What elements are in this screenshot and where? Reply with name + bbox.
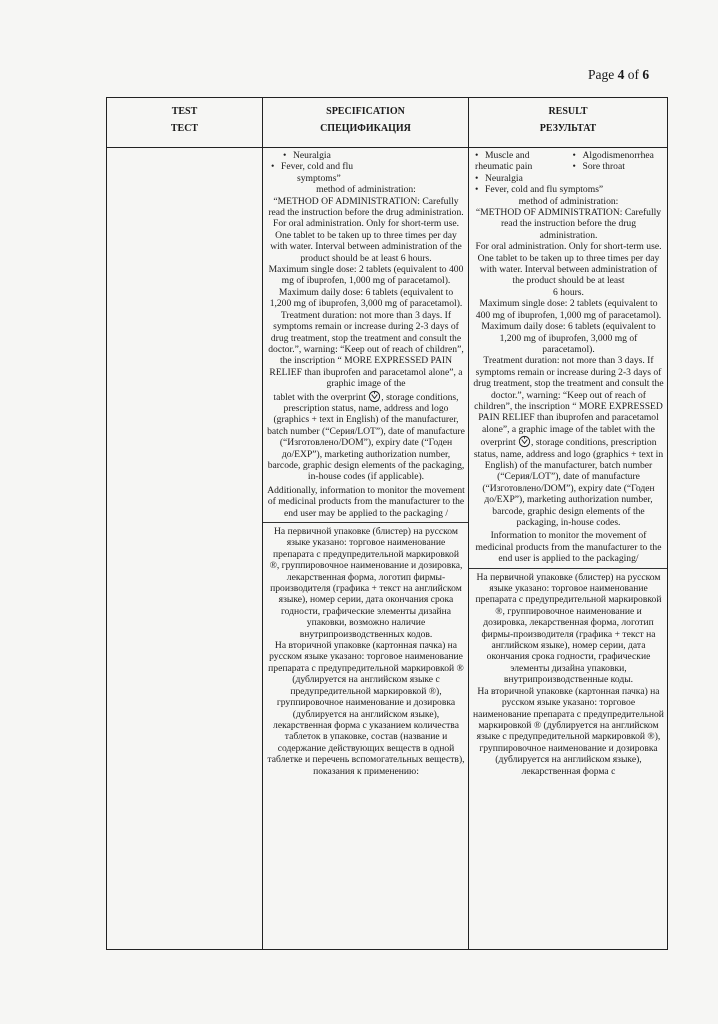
result-cell: • Muscle and rheumatic pain • Algodismenorrhea • Sore throat • Neuralgia • Fever, cold and flu symptoms” method of administration: “METHOD OF ADMINISTRATION: Carefully read the instruction before the drug administration. For oral administration. Only for short-term use. One tablet to be taken up to three times per day with water. Interval between administration of the product should be at least 6 hours. Maximum single dose: 2 tablets (equivalent to 400 mg of ibuprofen, 1,000 mg of paracetamol). Maximum daily dose: 6 tablets (equivalent to 1,200 mg of ibuprofen, 3,000 mg of paracetamol). Treatment duration: not more than 3 days. If symptoms remain or increase during 2-3 days of drug treatment, stop the treatment and consult the doctor.”, warning: “Keep out of reach of children”, the inscription “ MORE EXPRESSED PAIN RELIEF than ibuprofen and paracetamol alone”, a graphic image of the tablet with the overprint , storage conditions, prescription status, name, address and logo (graphics + text in English) of the manufacturer, batch number (“Серия/LOT”), date of manufacture (“Изготовлено/DOM”), expiry date (“Годен до/EXP”), marketing authorization number, barcode, graphic design elements of the packaging, in-house codes. Information to monitor the movement of medicinal products from the manufacturer to the end user is applied to the packaging/ На первичной упаковке (блистер) на русском языке указано: торговое наименование препарата с предупредительной маркировкой ®, группировочное наименование и дозировка, лекарственная форма, логотип фирмы-производителя (графика + текст на английском языке), номер серии, дата окончания срока годности, графические элементы дизайна упаковки, внутрипроизводственные коды. На вторичной упаковке (картонная пачка) на русском языке указано: торговое наименование препарата с предупредительной маркировкой ® (дублируется на английском языке с предупредительной маркировкой ®), группировочное наименование и дозировка (дублируется на английском языке), лекарственная форма с <box>469 148 668 950</box>
specification-table <box>106 97 668 950</box>
test-column-header: TEST ТЕСТ <box>107 98 263 148</box>
result-column-header: RESULT РЕЗУЛЬТАТ <box>469 98 668 148</box>
section-divider <box>263 522 468 523</box>
tablet-overprint-icon <box>368 390 381 403</box>
test-cell <box>107 148 263 950</box>
specification-cell: • Neuralgia • Fever, cold and flu symptoms” method of administration: “METHOD OF ADMINISTRATION: Carefully read the instruction before the drug administration. For oral administration. Only for short-term use. One tablet to be taken up to three times per day with water. Interval between administration of the product should be at least 6 hours. Maximum single dose: 2 tablets (equivalent to 400 mg of ibuprofen, 1,000 mg of paracetamol). Maximum daily dose: 6 tablets (equivalent to 1,200 mg of ibuprofen, 3,000 mg of paracetamol). Treatment duration: not more than 3 days. If symptoms remain or increase during 2-3 days of drug treatment, stop the treatment and consult the doctor.”, warning: “Keep out of reach of children”, the inscription “ MORE EXPRESSED PAIN RELIEF than ibuprofen and paracetamol alone”, a graphic image of the tablet with the overprint , storage conditions, prescription status, name, address and logo (graphics + text in English) of the manufacturer, batch number (“Серия/LOT”), date of manufacture (“Изготовлено/DOM”), expiry date (“Годен до/EXP”), marketing authorization number, barcode, graphic design elements of the packaging, in-house codes (if applicable). Additionally, information to monitor the movement of medicinal products from the manufacturer to the end user may be applied to the packaging / На первичной упаковке (блистер) на русском языке указано: торговое наименование препарата с предупредительной маркировкой ®, группировочное наименование и дозировка, лекарственная форма, логотип фирмы-производителя (графика + текст на английском языке), номер серии, дата окончания срока годности, графические элементы дизайна упаковки, возможно наличие внутрипроизводственных кодов. На вторичной упаковке (картонная пачка) на русском языке указано: торговое наименование препарата с предупредительной маркировкой ® (дублируется на английском языке с предупредительной маркировкой ®), группировочное наименование и дозировка (дублируется на английском языке), лекарственная форма с указанием количества таблеток в упаковке, состав (название и содержание действующих веществ в одной таблетке и перечень вспомогательных веществ), показания к применению: <box>263 148 469 950</box>
tablet-overprint-icon <box>518 435 531 448</box>
specification-column-header: SPECIFICATION СПЕЦИФИКАЦИЯ <box>263 98 469 148</box>
page-number: Page 4 of 6 <box>588 67 650 82</box>
section-divider <box>469 568 667 569</box>
